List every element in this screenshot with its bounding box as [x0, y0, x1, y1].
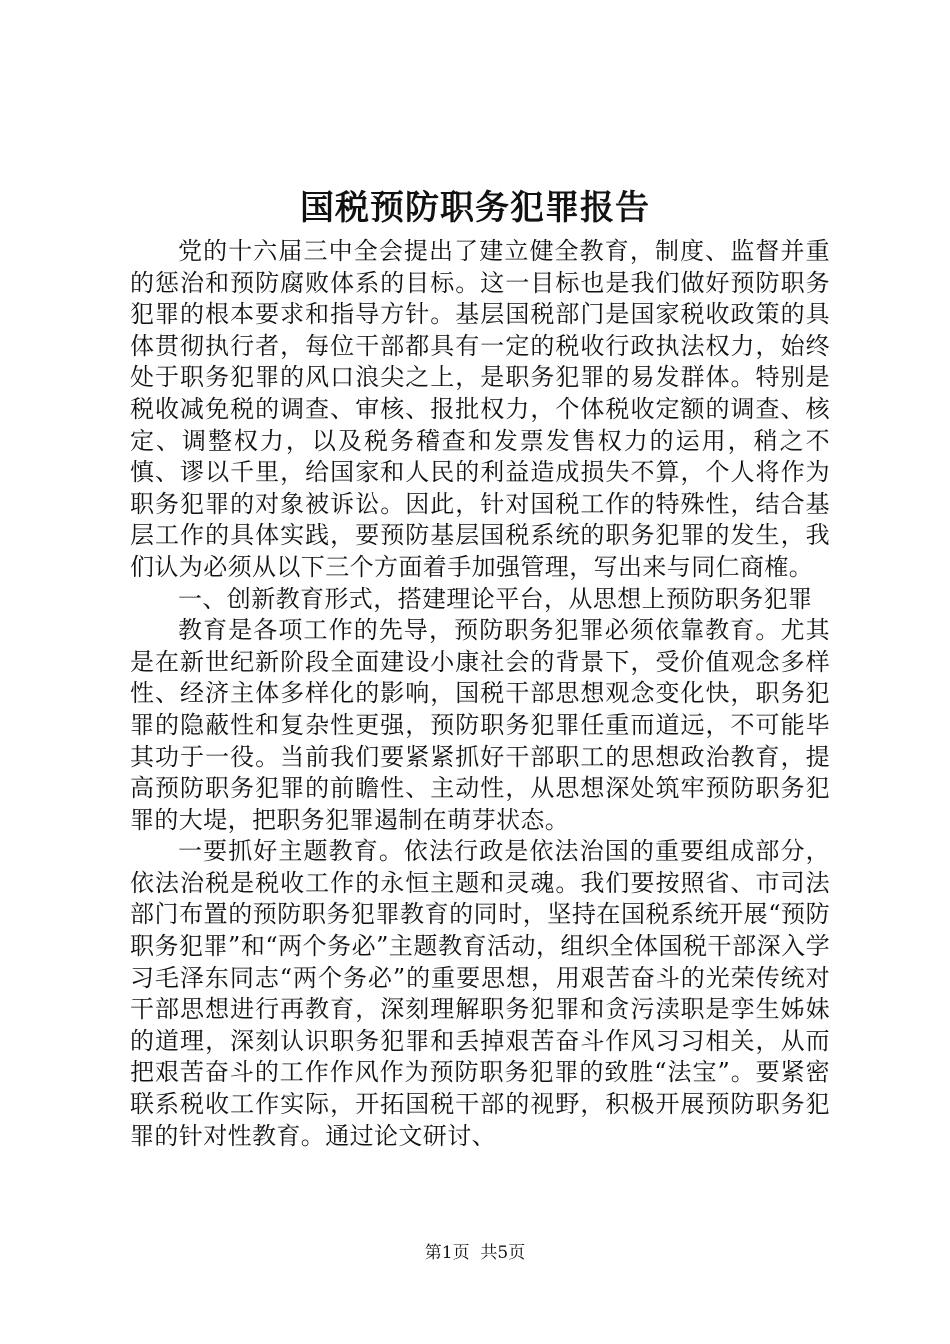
document-title: 国税预防职务犯罪报告 [300, 188, 650, 228]
paragraph-intro: 党的十六届三中全会提出了建立健全教育，制度、监督并重的惩治和预防腐败体系的目标。这一目标也是我们做好预防职务犯罪的根本要求和指导方针。基层国税部门是国家税收政策的具体贯彻执行者，每位干部都具有一定的税收行政执法权力，始终处于职务犯罪的风口浪尖之上，是职务犯罪的易发群体。特别是税收减免税的调查、审核、报批权力，个体税收定额的调查、核定、调整权力，以及税务稽查和发票发售权力的运用，稍之不慎、谬以千里，给国家和人民的利益造成损失不算，个人将作为职务犯罪的对象被诉讼。因此，针对国税工作的特殊性，结合基层工作的具体实践，要预防基层国税系统的职务犯罪的发生，我们认为必须从以下三个方面着手加强管理，写出来与同仁商榷。 [130, 237, 830, 581]
paragraph-theme-education: 一要抓好主题教育。依法行政是依法治国的重要组成部分，依法治税是税收工作的永恒主题和灵魂。我们要按照省、市司法部门布置的预防职务犯罪教育的同时，坚持在国税系统开展“预防职务犯罪”和“两个务必”主题教育活动，组织全体国税干部深入学习毛泽东同志“两个务必”的重要思想，用艰苦奋斗的光荣传统对干部思想进行再教育，深刻理解职务犯罪和贪污渎职是孪生姊妹的道理，深刻认识职务犯罪和丢掉艰苦奋斗作风习习相关，从而把艰苦奋斗的工作作风作为预防职务犯罪的致胜“法宝”。要紧密联系税收工作实际，开拓国税干部的视野，积极开展预防职务犯罪的针对性教育。通过论文研讨、 [130, 837, 830, 1150]
page-footer [0, 1241, 950, 1265]
paragraph-education: 教育是各项工作的先导，预防职务犯罪必须依靠教育。尤其是在新世纪新阶段全面建设小康社会的背景下，受价值观念多样性、经济主体多样化的影响，国税干部思想观念变化快，职务犯罪的隐蔽性和复杂性更强，预防职务犯罪任重而道远，不可能毕其功于一役。当前我们要紧紧抓好干部职工的思想政治教育，提高预防职务犯罪的前瞻性、主动性，从思想深处筑牢预防职务犯罪的大堤，把职务犯罪遏制在萌芽状态。 [130, 616, 830, 834]
document-body [130, 236, 830, 1152]
page-number: 第1页 共5页 [424, 1243, 526, 1263]
section-heading-1: 一、创新教育形式，搭建理论平台，从思想上预防职务犯罪 [178, 584, 813, 613]
